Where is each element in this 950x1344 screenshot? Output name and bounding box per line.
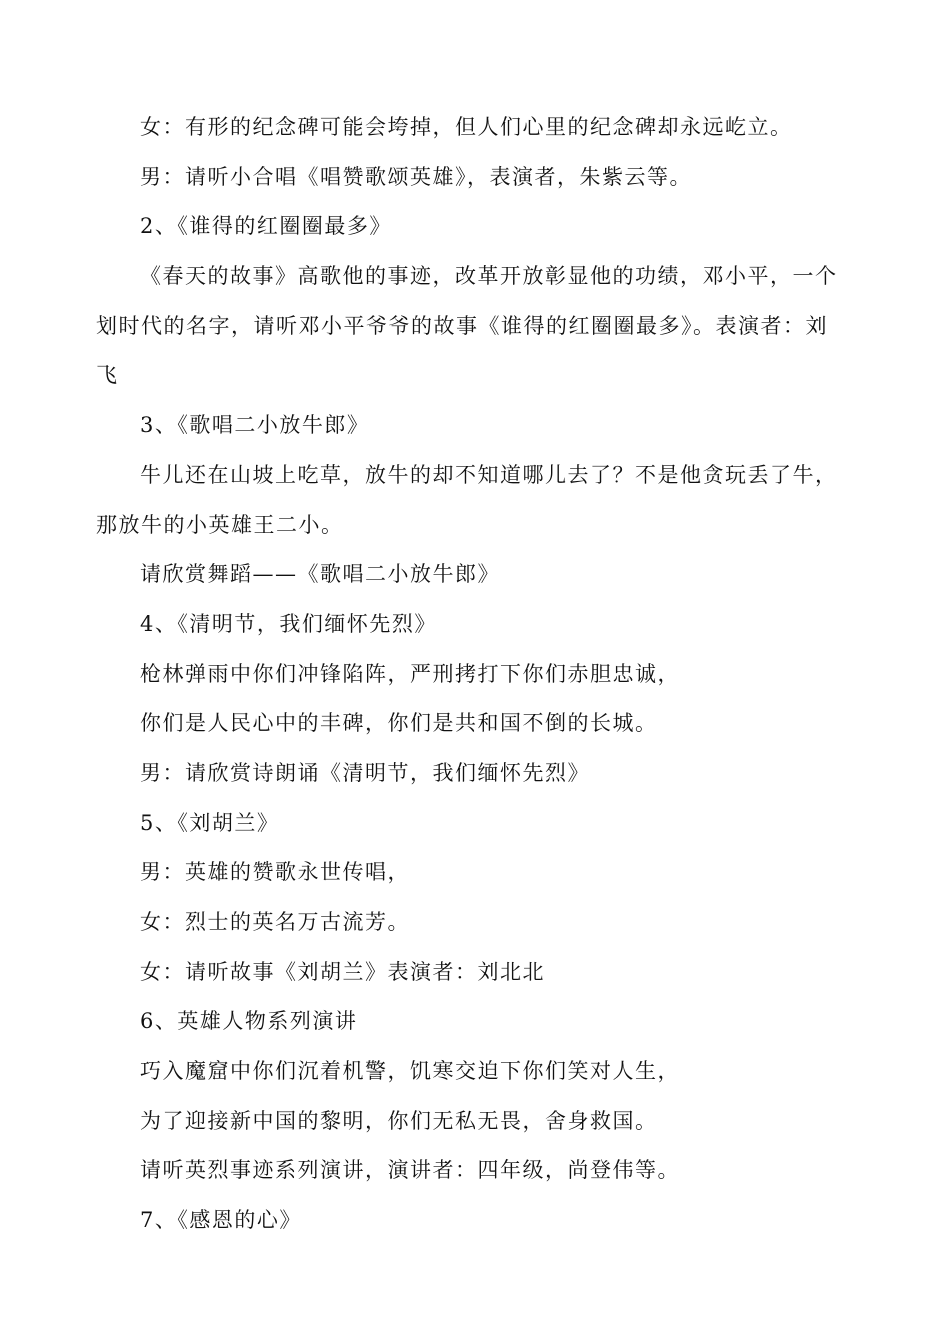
paragraph-line: 牛儿还在山坡上吃草，放牛的却不知道哪儿去了？不是他贪玩丢了牛， xyxy=(140,463,838,487)
paragraph-line: 为了迎接新中国的黎明，你们无私无畏，舍身救国。 xyxy=(140,1109,658,1133)
paragraph-line: 女：烈士的英名万古流芳。 xyxy=(140,910,410,934)
paragraph-line: 男：请欣赏诗朗诵《清明节，我们缅怀先烈》 xyxy=(140,761,590,785)
section-heading: 5、《刘胡兰》 xyxy=(140,811,280,835)
paragraph-line: 那放牛的小英雄王二小。 xyxy=(96,513,344,537)
paragraph-line: 请听英烈事迹系列演讲，演讲者：四年级，尚登伟等。 xyxy=(140,1158,680,1182)
paragraph-line: 《春天的故事》高歌他的事迹，改革开放彰显他的功绩，邓小平，一个 xyxy=(140,264,838,288)
section-heading: 6、英雄人物系列演讲 xyxy=(140,1009,358,1033)
paragraph-line: 女：有形的纪念碑可能会垮掉，但人们心里的纪念碑却永远屹立。 xyxy=(140,115,793,139)
section-heading: 4、《清明节，我们缅怀先烈》 xyxy=(140,612,437,636)
paragraph-line: 枪林弹雨中你们冲锋陷阵，严刑拷打下你们赤胆忠诚， xyxy=(140,662,680,686)
paragraph-line: 请欣赏舞蹈——《歌唱二小放牛郎》 xyxy=(140,562,500,586)
paragraph-line: 女：请听故事《刘胡兰》表演者：刘北北 xyxy=(140,960,545,984)
paragraph-line: 划时代的名字，请听邓小平爷爷的故事《谁得的红圈圈最多》。表演者：刘 xyxy=(96,314,828,338)
section-heading: 2、《谁得的红圈圈最多》 xyxy=(140,214,392,238)
paragraph-line: 飞 xyxy=(96,363,119,387)
section-heading: 7、《感恩的心》 xyxy=(140,1208,302,1232)
paragraph-line: 男：英雄的赞歌永世传唱， xyxy=(140,860,410,884)
paragraph-line: 你们是人民心中的丰碑，你们是共和国不倒的长城。 xyxy=(140,711,658,735)
paragraph-line: 巧入魔窟中你们沉着机警，饥寒交迫下你们笑对人生， xyxy=(140,1059,680,1083)
paragraph-line: 男：请听小合唱《唱赞歌颂英雄》，表演者，朱紫云等。 xyxy=(140,165,692,189)
section-heading: 3、《歌唱二小放牛郎》 xyxy=(140,413,370,437)
